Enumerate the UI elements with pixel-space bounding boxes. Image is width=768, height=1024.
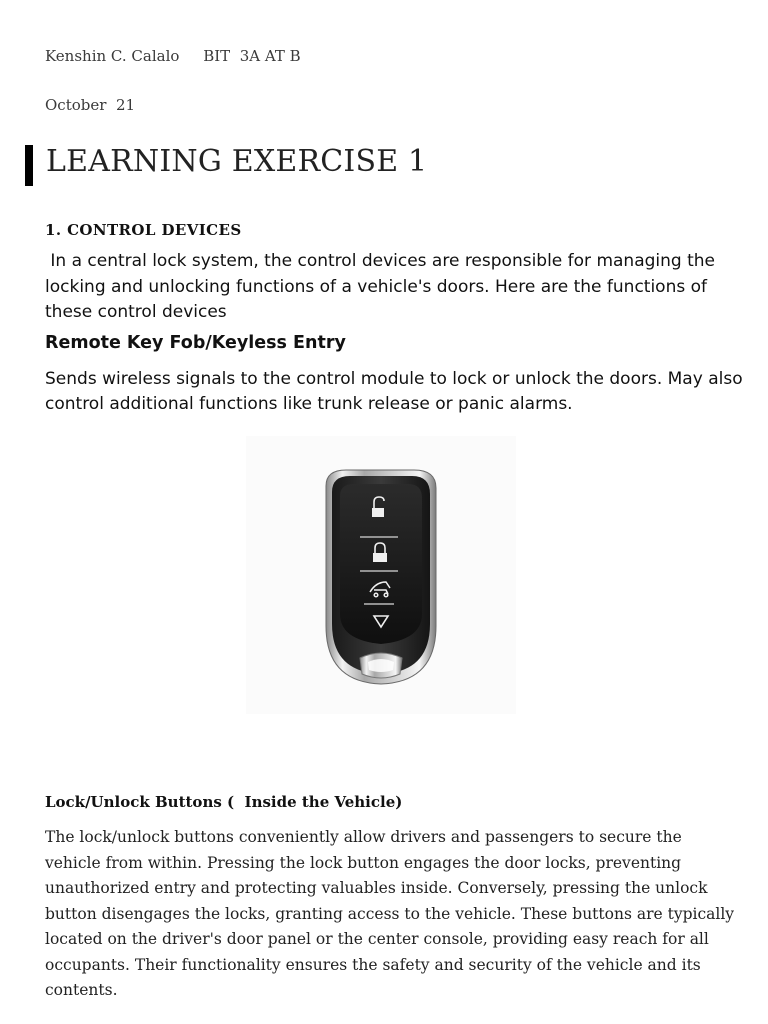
lock-buttons-paragraph: The lock/unlock buttons conveniently allow drivers and passengers to secure the vehicle from within. Pressing the lock button engages the door locks, preventing unauthorized entry and protecting valuables inside. Conversely, pressing the unlock button disengages the locks, granting access to the vehicle. These buttons are typically located on the driver's door panel or the center console, providing easy reach for all occupants. Their functionality ensures the safety and security of the vehicle and its contents. bbox=[45, 828, 735, 999]
title-accent-bar bbox=[25, 145, 33, 186]
date-line: October 21 bbox=[45, 96, 136, 114]
page-title: LEARNING EXERCISE 1 bbox=[46, 144, 428, 179]
section-heading: 1. CONTROL DEVICES bbox=[45, 221, 242, 239]
author-class-line: Kenshin C. Calalo BIT 3A AT B bbox=[45, 47, 301, 65]
key-fob-image bbox=[246, 436, 516, 714]
fob-description: Sends wireless signals to the control module to lock or unlock the doors. May also control additional functions like trunk release or panic alarms. bbox=[45, 369, 743, 414]
lock-buttons-heading: Lock/Unlock Buttons ( Inside the Vehicle) bbox=[45, 793, 403, 811]
intro-paragraph: In a central lock system, the control devices are responsible for managing the locking and unlocking functions of a vehicle's doors. Here are the functions of these control devices bbox=[45, 251, 721, 322]
fob-heading: Remote Key Fob/Keyless Entry bbox=[45, 333, 346, 353]
